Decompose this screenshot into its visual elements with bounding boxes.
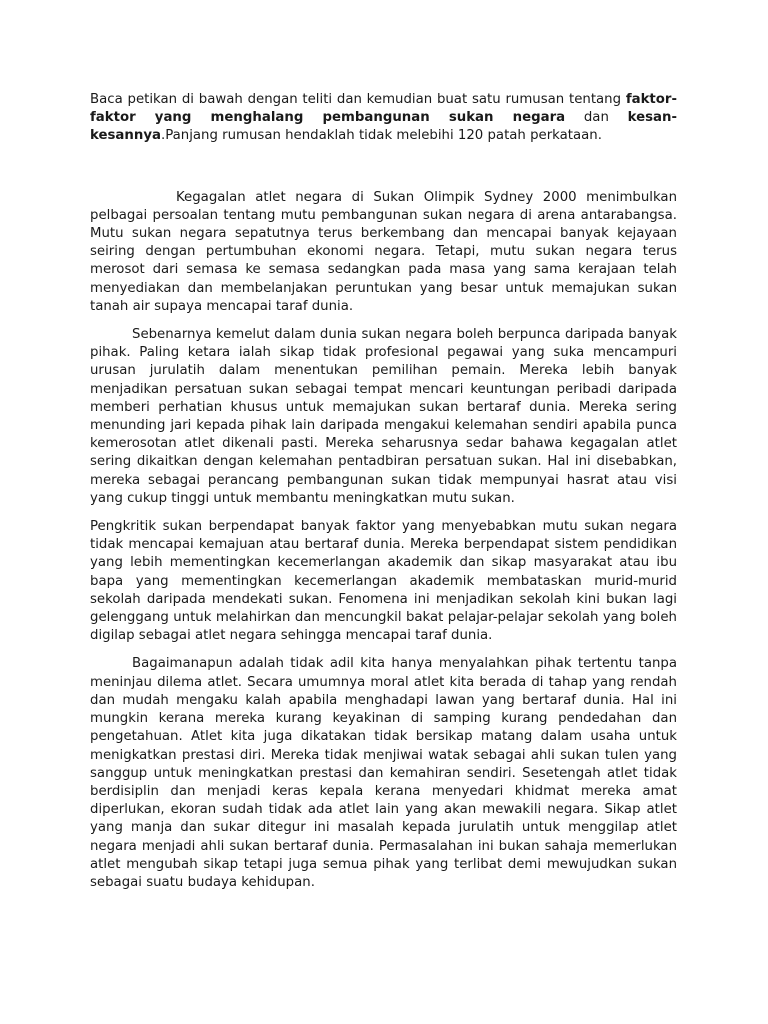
document-page [90, 91, 677, 902]
passage-paragraph-2: Sebenarnya kemelut dalam dunia sukan negara boleh berpunca daripada banyak pihak. Paling ketara ialah sikap tidak profesional pegawai yang suka mencampuri urusan jurulatih dalam menentukan pemilihan pemain. Mereka lebih banyak menjadikan persatuan sukan sebagai tempat mencari keuntungan peribadi daripada memberi perhatian khusus untuk memajukan sukan bertaraf dunia. Mereka sering menunding jari kepada pihak lain daripada mengakui kelemahan sendiri apabila punca kemerosotan atlet dikenali pasti. Mereka seharusnya sedar bahawa kegagalan atlet sering dikaitkan dengan kelemahan pentadbiran persatuan sukan. Hal ini disebabkan, mereka sebagai perancang pembangunan sukan tidak mempunyai hasrat atau visi yang cukup tinggi untuk membantu meningkatkan mutu sukan. [90, 327, 677, 506]
passage-paragraph-3: Pengkritik sukan berpendapat banyak faktor yang menyebabkan mutu sukan negara tidak mencapai kemajuan atau bertaraf dunia. Mereka berpendapat sistem pendidikan yang lebih mementingkan kecemerlangan akademik dan sikap masyarakat atau ibu bapa yang mementingkan kecemerlangan akademik membataskan murid-murid sekolah daripada mendekati sukan. Fenomena ini menjadikan sekolah kini bukan lagi gelenggang untuk melahirkan dan mencungkil bakat pelajar-pelajar sekolah yang boleh digilap sebagai atlet negara sehingga mencapai taraf dunia. [90, 519, 677, 644]
passage-paragraph-4: Bagaimanapun adalah tidak adil kita hanya menyalahkan pihak tertentu tanpa meninjau dilema atlet. Secara umumnya moral atlet kita berada di tahap yang rendah dan mudah mengaku kalah apabila menghadapi lawan yang bertaraf dunia. Hal ini mungkin kerana mereka kurang keyakinan di samping kurang pendedahan dan pengetahuan. Atlet kita juga dikatakan tidak bersikap matang dalam usaha untuk menigkatkan prestasi diri. Mereka tidak menjiwai watak sebagai ahli sukan tulen yang sanggup untuk meningkatkan prestasi dan kemahiran sendiri. Sesetengah atlet tidak berdisiplin dan menjadi keras kepala kerana menyedari khidmat mereka amat diperlukan, ekoran sudah tidak ada atlet lain yang akan mewakili negara. Sikap atlet yang manja dan sukar ditegur ini masalah kepada jurulatih untuk menggilap atlet negara menjadi ahli sukan bertaraf dunia. Permasalahan ini bukan sahaja memerlukan atlet mengubah sikap tetapi juga semua pihak yang terlibat demi mewujudkan sukan sebagai suatu budaya kehidupan. [90, 656, 677, 890]
instruction-bold-effects: kesan-kesannya [90, 110, 677, 144]
instruction-part-2: dan [565, 110, 628, 126]
instruction-part-3: .Panjang rumusan hendaklah tidak melebihi 120 patah perkataan. [160, 128, 602, 144]
instruction-text [90, 91, 677, 146]
passage-paragraph-1: Kegagalan atlet negara di Sukan Olimpik Sydney 2000 menimbulkan pelbagai persoalan tentang mutu pembangunan sukan negara di arena antarabangsa. Mutu sukan negara sepatutnya terus berkembang dan mencapai banyak kejayaan seiring dengan pertumbuhan ekonomi negara. Tetapi, mutu sukan negara terus merosot dari semasa ke semasa sedangkan pada masa yang sama kerajaan telah menyediakan dan membelanjakan peruntukan yang besar untuk memajukan sukan tanah air supaya mencapai taraf dunia. [90, 189, 677, 314]
instruction-bold-topic: faktor-faktor yang menghalang pembangunan sukan negara [90, 92, 677, 126]
instruction-part-1: Baca petikan di bawah dengan teliti dan kemudian buat satu rumusan tentang [90, 92, 626, 107]
